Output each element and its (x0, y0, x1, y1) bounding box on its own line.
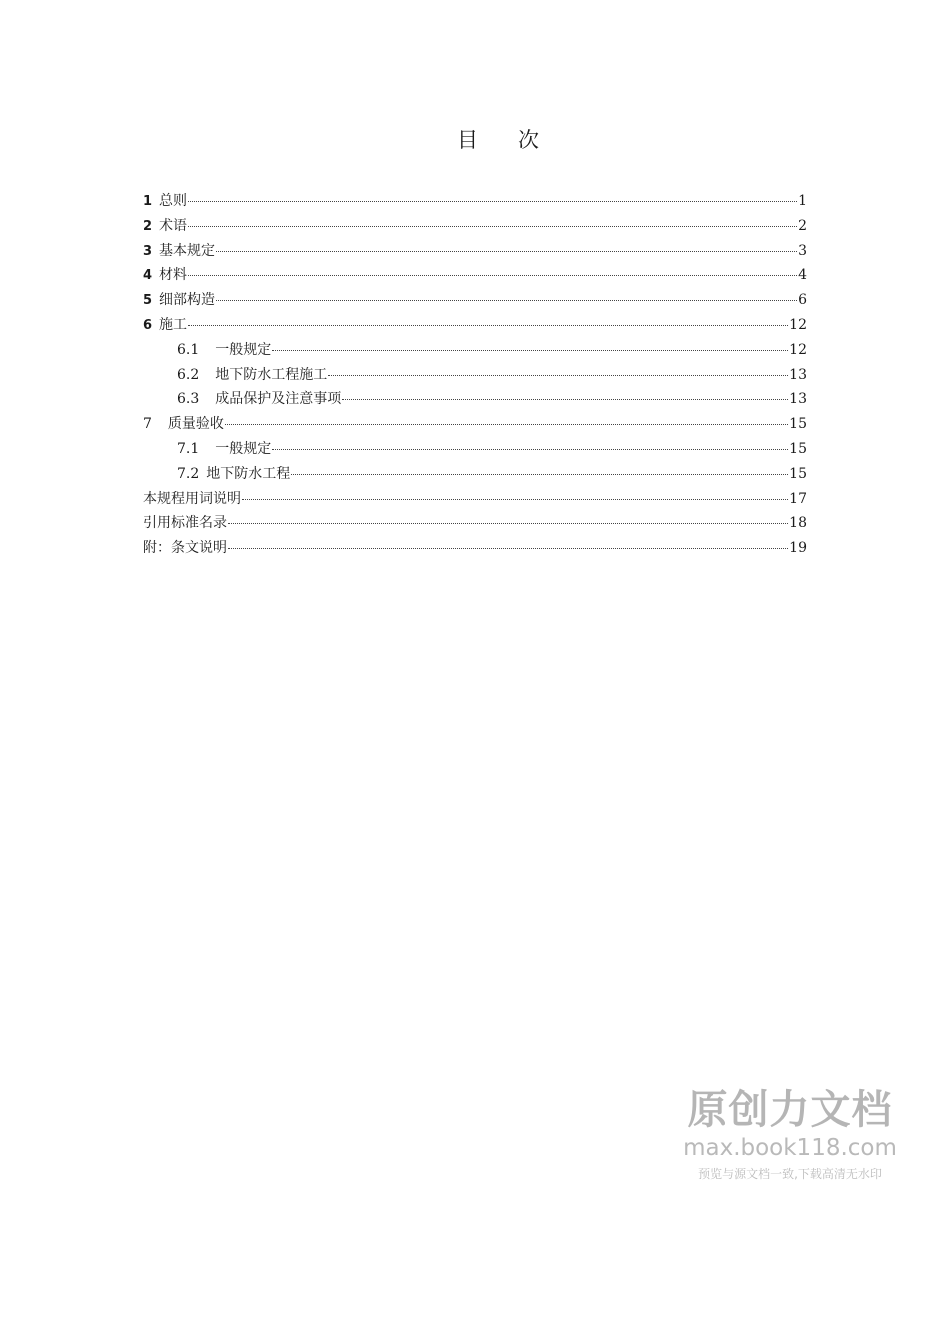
toc-entry[interactable] (143, 364, 807, 389)
toc-entry-page: 6 (798, 292, 807, 309)
toc-entry-label: 成品保护及注意事项 (215, 391, 342, 408)
toc-dot-leader (272, 449, 788, 450)
toc-entry[interactable] (143, 463, 807, 488)
toc-dot-leader (188, 325, 788, 326)
toc-dot-leader (242, 499, 788, 500)
toc-entry[interactable] (143, 438, 807, 463)
toc-entry-label: 术语 (159, 217, 188, 234)
toc-entry-number: 6.3 (177, 391, 200, 408)
toc-entry[interactable] (143, 339, 807, 364)
toc-dot-leader (216, 300, 797, 301)
toc-entry[interactable] (143, 314, 807, 339)
toc-entry-label: 细部构造 (159, 292, 216, 309)
toc-entry[interactable] (143, 512, 807, 537)
toc-dot-leader (228, 523, 788, 524)
toc-entry-number: 2 (143, 218, 153, 234)
toc-entry-label: 地下防水工程施工 (215, 366, 328, 383)
toc-entry-label: 附：条文说明 (143, 540, 227, 557)
toc-entry-page: 15 (789, 440, 807, 457)
toc-entry-number: 6 (143, 317, 153, 333)
toc-dot-leader (228, 548, 788, 549)
toc-entry-label: 施工 (159, 316, 188, 333)
toc-entry-page: 15 (789, 416, 807, 433)
toc-entry-page: 12 (789, 341, 807, 358)
toc-entry-label: 地下防水工程 (206, 465, 291, 482)
toc-entry-label: 质量验收 (167, 416, 224, 433)
toc-dot-leader (188, 275, 797, 276)
toc-entry-page: 3 (798, 242, 807, 259)
toc-entry-page: 13 (789, 391, 807, 408)
toc-dot-leader (188, 201, 797, 202)
toc-dot-leader (225, 424, 788, 425)
toc-dot-leader (188, 226, 797, 227)
toc-entry-number: 1 (143, 194, 153, 209)
toc-entry-page: 18 (789, 515, 807, 532)
toc-dot-leader (291, 474, 788, 475)
toc-entry-page: 1 (798, 193, 807, 209)
toc-entry[interactable] (143, 413, 807, 438)
watermark-title: 原创力文档 (687, 1087, 893, 1133)
toc-entry-number: 4 (143, 268, 153, 284)
toc-dot-leader (272, 350, 788, 351)
toc-entry[interactable] (143, 240, 807, 265)
watermark-note: 预览与源文档一致,下载高清无水印 (698, 1167, 882, 1181)
toc-entry-page: 4 (798, 267, 807, 284)
toc-entry[interactable] (143, 289, 807, 314)
toc-entry-label: 一般规定 (215, 341, 272, 358)
watermark (680, 1086, 900, 1182)
toc-entry-label: 材料 (159, 267, 188, 284)
toc-entry-label: 引用标准名录 (143, 515, 227, 532)
toc-entry-number: 5 (143, 293, 153, 309)
toc-entry-number: 6.2 (177, 366, 200, 383)
toc-dot-leader (216, 251, 797, 252)
toc-entry-label: 总则 (159, 193, 188, 209)
toc-entry-page: 17 (789, 490, 807, 507)
toc-entry-page: 19 (789, 540, 807, 557)
toc-entry-page: 12 (789, 316, 807, 333)
toc-entry-number: 7 (143, 416, 152, 433)
toc-entry[interactable] (143, 537, 807, 562)
toc-entry-page: 13 (789, 366, 807, 383)
toc-entry-number: 7.2 (177, 465, 200, 482)
toc-title: 目 次 (456, 128, 540, 152)
toc-entry-number: 6.1 (177, 341, 200, 358)
toc-dot-leader (342, 399, 788, 400)
toc-entry-label: 本规程用词说明 (143, 490, 241, 507)
toc-entry[interactable] (143, 388, 807, 413)
toc-entry[interactable] (143, 488, 807, 513)
toc-entry[interactable] (143, 215, 807, 240)
toc-entry-number: 7.1 (177, 440, 200, 457)
toc-dot-leader (328, 375, 788, 376)
toc-entry-label: 基本规定 (159, 242, 216, 259)
watermark-url: max.book118.com (683, 1135, 897, 1161)
toc-entry-page: 2 (798, 217, 807, 234)
toc-entry-number: 3 (143, 243, 153, 259)
toc-entry-label: 一般规定 (215, 440, 272, 457)
table-of-contents (143, 190, 807, 562)
toc-entry[interactable] (143, 264, 807, 289)
toc-entry[interactable] (143, 190, 807, 215)
toc-entry-page: 15 (789, 465, 807, 482)
